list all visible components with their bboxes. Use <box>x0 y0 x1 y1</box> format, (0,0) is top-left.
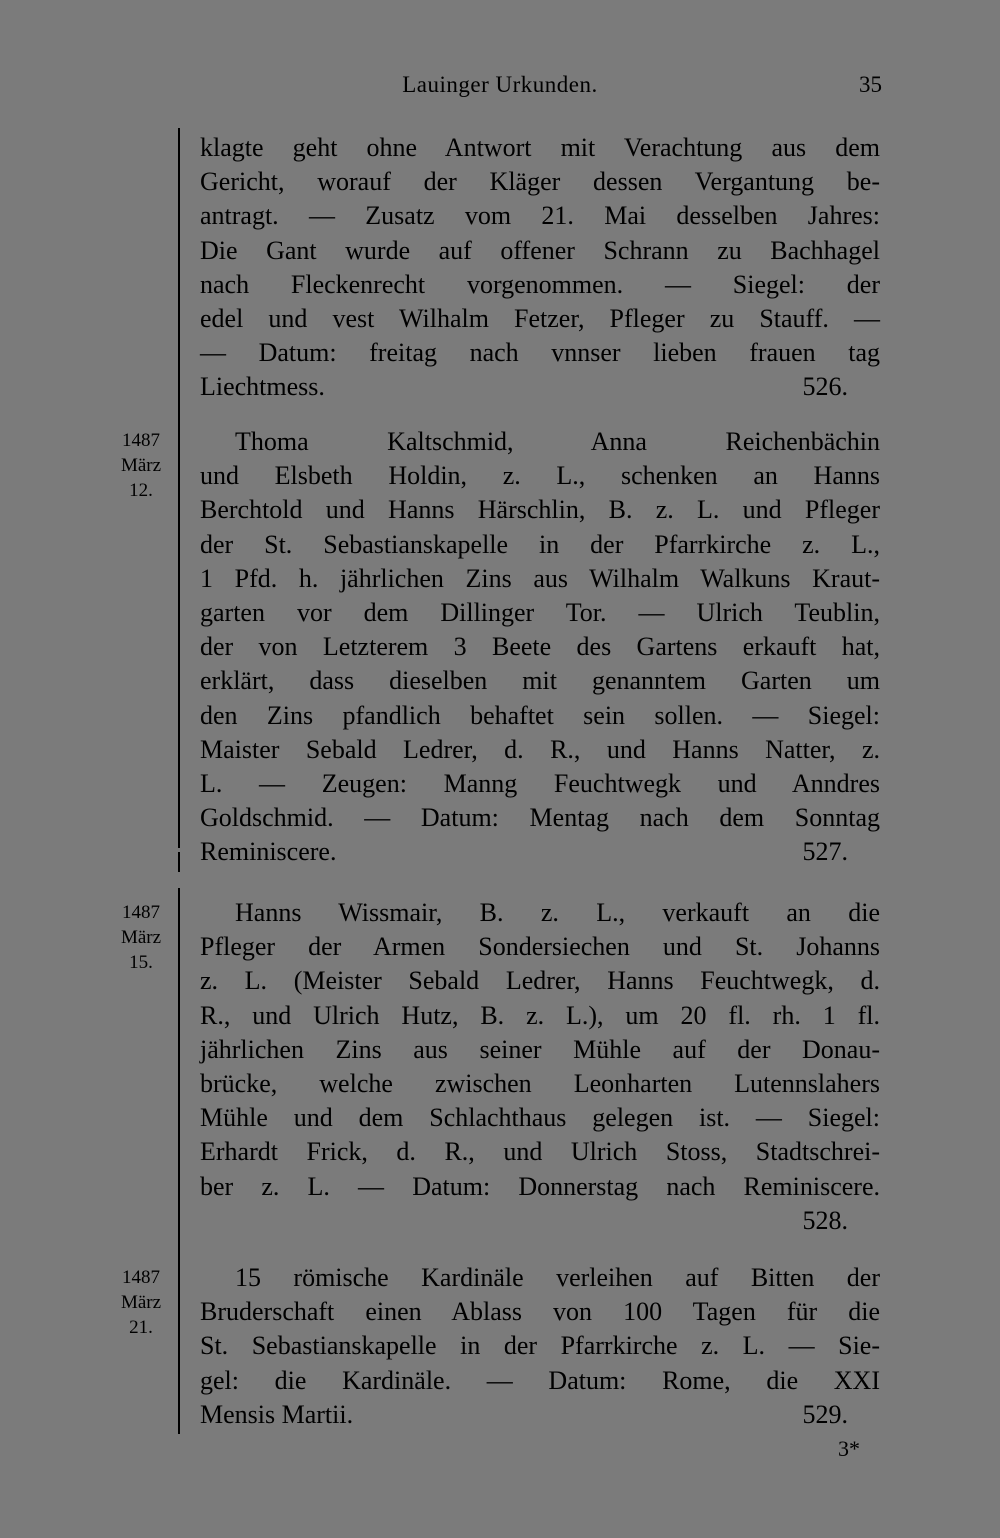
margin-month: März <box>120 927 162 948</box>
margin-day: 15. <box>129 952 153 973</box>
text-line: Maister Sebald Ledrer, d. R., und Hanns Natter, z. <box>200 734 880 764</box>
text-line: klagte geht ohne Antwort mit Verachtung aus dem <box>200 133 880 162</box>
text-line: jährlichen Zins aus seiner Mühle auf der Donau- <box>200 1034 880 1064</box>
margin-rule <box>178 852 180 872</box>
text-line: garten vor dem Dillinger Tor. — Ulrich Teublin, <box>200 597 880 627</box>
entry-number: 527. <box>802 837 848 867</box>
entry-526 <box>200 131 880 405</box>
text-line: Erhardt Frick, d. R., und Ulrich Stoss, Stadtschrei- <box>200 1137 880 1167</box>
margin-rule <box>178 128 180 848</box>
text-line: antragt. — Zusatz vom 21. Mai desselben Jahres: <box>200 201 880 231</box>
text-line: Thoma Kaltschmid, Anna Reichenbächin <box>235 427 880 456</box>
page-number: 35 <box>859 72 882 97</box>
text-line: ber z. L. — Datum: Donnerstag nach Reminiscere. <box>200 1171 880 1201</box>
text-line: edel und vest Wilhalm Fetzer, Pfleger zu Stauff. — <box>200 303 880 333</box>
text-line: 1 Pfd. h. jährlichen Zins aus Wilhalm Walkuns Kraut- <box>200 563 880 593</box>
margin-date-note <box>108 428 174 503</box>
margin-date-note <box>108 900 174 975</box>
text-line: Reminiscere. <box>200 837 337 867</box>
text-line: St. Sebastianskapelle in der Pfarrkirche z. L. — Sie- <box>200 1331 880 1361</box>
margin-year: 1487 <box>122 430 160 451</box>
running-head-title: Lauinger Urkunden. <box>402 72 598 97</box>
margin-month: März <box>120 1292 162 1313</box>
text-line: nach Fleckenrecht vorgenommen. — Siegel: der <box>200 269 880 299</box>
text-line: der St. Sebastianskapelle in der Pfarrkirche z. L., <box>200 529 880 559</box>
text-line: und Elsbeth Holdin, z. L., schenken an Hanns <box>200 461 880 491</box>
text-line: erklärt, dass dieselben mit genanntem Garten um <box>200 666 880 696</box>
entry-number: 528. <box>802 1205 848 1235</box>
margin-date-note <box>108 1265 174 1340</box>
margin-day: 21. <box>129 1317 153 1338</box>
text-line: Gericht, worauf der Kläger dessen Vergantung be- <box>200 167 880 197</box>
entry-528 <box>200 896 880 1238</box>
text-line: brücke, welche zwischen Leonharten Lutennslahers <box>200 1068 880 1098</box>
text-line: Bruderschaft einen Ablass von 100 Tagen für die <box>200 1297 880 1327</box>
text-line: Mühle und dem Schlachthaus gelegen ist. — Siegel: <box>200 1103 880 1133</box>
text-line: z. L. (Meister Sebald Ledrer, Hanns Feuchtwegk, d. <box>200 966 880 996</box>
text-line: — Datum: freitag nach vnnser lieben frauen tag <box>200 338 880 368</box>
text-line: Die Gant wurde auf offener Schrann zu Bachhagel <box>200 235 880 265</box>
margin-year: 1487 <box>122 902 160 923</box>
entry-number: 526. <box>802 372 848 402</box>
text-line: Liechtmess. <box>200 372 325 402</box>
margin-month: März <box>120 455 162 476</box>
text-line: 15 römische Kardinäle verleihen auf Bitten der <box>235 1263 880 1292</box>
text-line: gel: die Kardinäle. — Datum: Rome, die XXI <box>200 1365 880 1395</box>
margin-rule <box>178 888 180 1434</box>
text-line: der von Letzterem 3 Beete des Gartens erkauft hat, <box>200 632 880 662</box>
text-line: Hanns Wissmair, B. z. L., verkauft an die <box>235 898 880 927</box>
margin-day: 12. <box>129 480 153 501</box>
entry-527 <box>200 425 880 869</box>
entry-number: 529. <box>802 1399 848 1429</box>
signature-mark: 3* <box>838 1436 860 1461</box>
entry-529 <box>200 1261 880 1432</box>
margin-year: 1487 <box>122 1267 160 1288</box>
text-line: R., und Ulrich Hutz, B. z. L.), um 20 fl. rh. 1 fl. <box>200 1000 880 1030</box>
text-line: Berchtold und Hanns Härschlin, B. z. L. und Pfleger <box>200 495 880 525</box>
text-line: Mensis Martii. <box>200 1399 354 1429</box>
text-line: Pfleger der Armen Sondersiechen und St. Johanns <box>200 932 880 962</box>
text-line: Goldschmid. — Datum: Mentag nach dem Sonntag <box>200 803 880 833</box>
text-line: L. — Zeugen: Manng Feuchtwegk und Anndres <box>200 768 880 798</box>
text-line: den Zins pfandlich behaftet sein sollen. — Siegel: <box>200 700 880 730</box>
